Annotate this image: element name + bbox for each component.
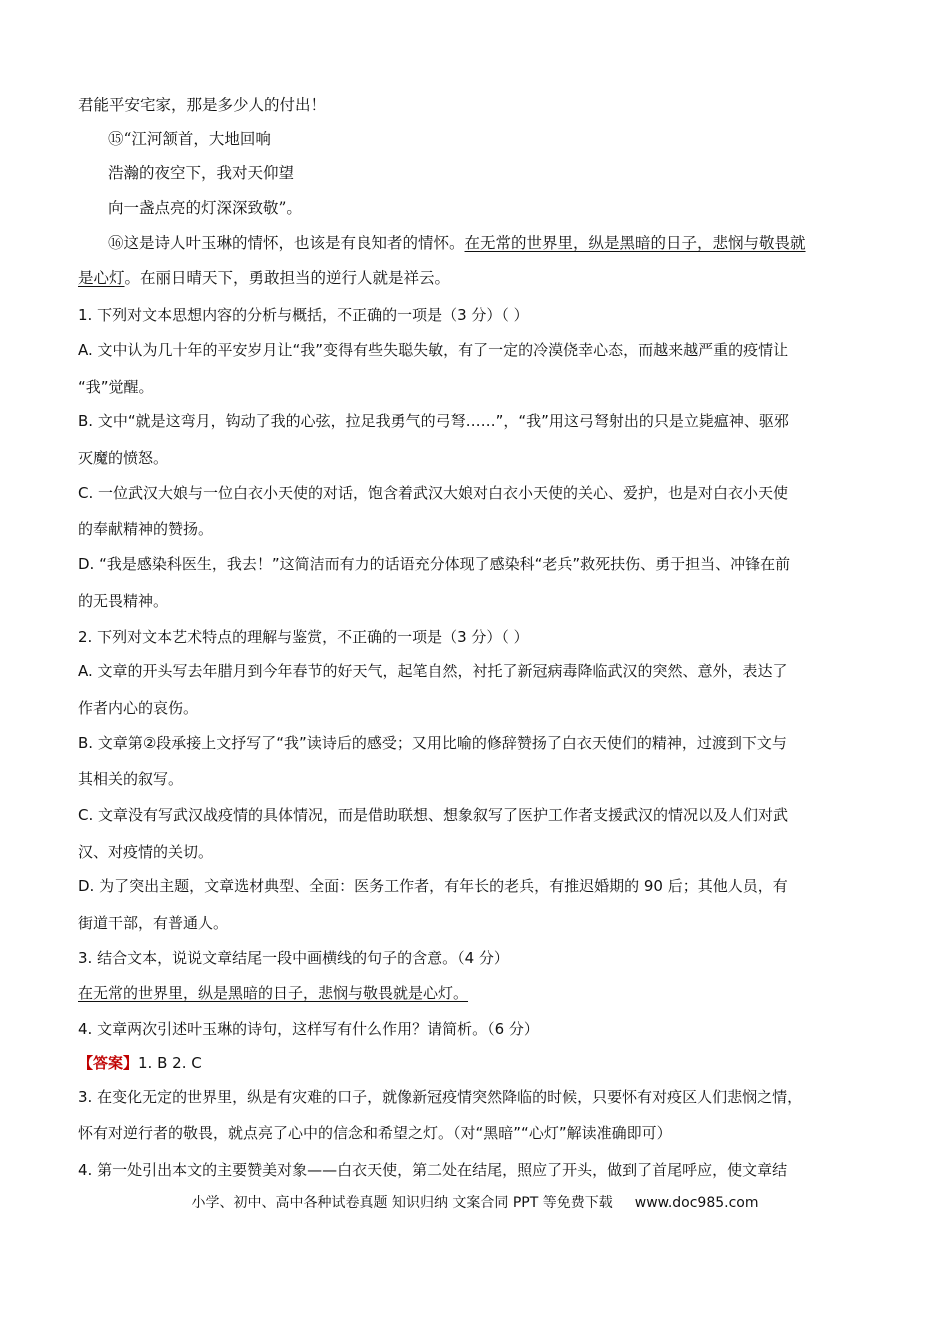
answer-choices: 1. B 2. C [138, 1054, 202, 1072]
option-text: 街道干部，有普通人。 [78, 914, 229, 932]
page-footer [0, 1192, 950, 1212]
passage-text: 。在丽日晴天下，勇敢担当的逆行人就是祥云。 [124, 269, 451, 287]
option-text: “我”觉醒。 [78, 378, 154, 396]
option-text: C. 一位武汉大娘与一位白衣小天使的对话，饱含着武汉大娘对白衣小天使的关心、爱护，也是对白衣小天使 [78, 484, 789, 502]
option-text: 作者内心的哀伤。 [78, 699, 199, 717]
passage-line [78, 268, 890, 288]
passage-line: 君能平安宅家，那是多少人的付出！ [78, 96, 327, 114]
underlined-sentence: 在无常的世界里，纵是黑暗的日子，悲悯与敬畏就 [464, 234, 806, 252]
question-3: 3. 结合文本，说说文章结尾一段中画横线的句子的含意。（4 分） [78, 949, 509, 967]
question-4: 4. 文章两次引述叶玉琳的诗句，这样写有什么作用？请简析。（6 分） [78, 1020, 539, 1038]
option-text: B. 文章第②段承接上文抒写了“我”读诗后的感受；又用比喻的修辞赞扬了白衣天使们的精神，过渡到下文与 [78, 734, 787, 752]
answer-label: 【答案】 [78, 1054, 139, 1072]
option-text: 的无畏精神。 [78, 592, 169, 610]
answer-text: 怀有对逆行者的敬畏，就点亮了心中的信念和希望之灯。（对“黑暗”“心灯”解读准确即可） [78, 1124, 672, 1142]
option-text: D. 为了突出主题，文章选材典型、全面：医务工作者，有年长的老兵，有推迟婚期的 90 后；其他人员，有 [78, 877, 788, 895]
underlined-quote: 在无常的世界里，纵是黑暗的日子，悲悯与敬畏就是心灯。 [78, 984, 469, 1002]
passage-text: ⑯这是诗人叶玉琳的情怀，也该是有良知者的情怀。 [108, 234, 465, 252]
poem-line: 向一盏点亮的灯深深致敬”。 [108, 199, 302, 217]
answer-text: 4. 第一处引出本文的主要赞美对象——白衣天使，第二处在结尾，照应了开头，做到了首尾呼应，使文章结 [78, 1161, 788, 1179]
option-text: 汉、对疫情的关切。 [78, 843, 214, 861]
footer-link[interactable]: www.doc985.com [634, 1195, 759, 1211]
passage-line [108, 233, 890, 253]
question-2: 2. 下列对文本艺术特点的理解与鉴赏，不正确的一项是（3 分）（ ） [78, 628, 529, 646]
poem-line: 浩瀚的夜空下，我对天仰望 [108, 164, 295, 182]
option-text: 其相关的叙写。 [78, 770, 184, 788]
footer-text: 小学、初中、高中各种试卷真题 知识归纳 文案合同 PPT 等免费下载 [191, 1195, 613, 1211]
answer-text: 3. 在变化无定的世界里，纵是有灾难的口子，就像新冠疫情突然降临的时候，只要怀有对疫区人们悲悯之情， [78, 1088, 803, 1106]
option-text: B. 文中“就是这弯月，钩动了我的心弦，拉足我勇气的弓弩……”，“我”用这弓弩射出的只是立毙瘟神、驱邪 [78, 412, 789, 430]
option-text: A. 文章的开头写去年腊月到今年春节的好天气，起笔自然，衬托了新冠病毒降临武汉的突然、意外，表达了 [78, 662, 788, 680]
underlined-sentence: 是心灯 [78, 269, 125, 287]
option-text: C. 文章没有写武汉战疫情的具体情况，而是借助联想、想象叙写了医护工作者支援武汉的情况以及人们对武 [78, 806, 789, 824]
poem-line: ⑮“江河颔首，大地回响 [108, 130, 271, 148]
option-text: 灭魔的愤怒。 [78, 449, 169, 467]
option-text: D. “我是感染科医生，我去！”这简洁而有力的话语充分体现了感染科“老兵”救死扶伤、勇于担当、冲锋在前 [78, 555, 791, 573]
option-text: A. 文中认为几十年的平安岁月让“我”变得有些失聪失敏，有了一定的冷漠侥幸心态，而越来越严重的疫情让 [78, 341, 789, 359]
option-text: 的奉献精神的赞扬。 [78, 520, 214, 538]
question-1: 1. 下列对文本思想内容的分析与概括，不正确的一项是（3 分）（ ） [78, 306, 529, 324]
answer-line [78, 1053, 890, 1073]
